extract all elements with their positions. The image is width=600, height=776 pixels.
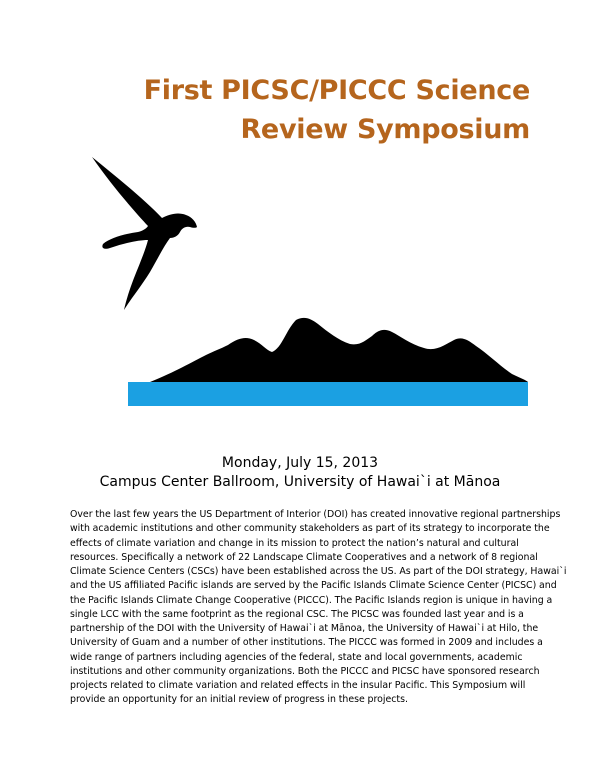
island-icon: [150, 318, 528, 382]
description-line: with academic institutions and other community stakeholders as part of its strategy to incorporate the: [70, 523, 550, 535]
description-line: Over the last few years the US Department of Interior (DOI) has created innovative regional partnerships: [70, 509, 561, 520]
ocean-band: [128, 382, 528, 406]
description-line: provide an opportunity for an initial review of progress in these projects.: [70, 694, 408, 706]
event-venue: Campus Center Ballroom, University of Hawai`i at Mānoa: [99, 474, 501, 490]
description-line: institutions and other community organizations. Both the PICCC and PICSC have sponsored research: [70, 665, 540, 677]
description-line: and the US affiliated Pacific islands are served by the Pacific Islands Climate Science Center (PICSC) and: [70, 580, 557, 592]
description-line: wide range of partners including agencies of the federal, state and local governments, academic: [70, 651, 523, 663]
description-paragraph: [70, 508, 567, 708]
albatross-icon: [92, 157, 197, 310]
description-line: partnership of the DOI with the University of Hawai`i at Mānoa, the University of Hawai`i at Hilo, the: [70, 623, 539, 634]
description-line: effects of climate variation and change in its mission to protect the nation’s natural and cultural: [70, 537, 519, 549]
description-line: projects related to climate variation and related effects in the insular Pacific. This Symposium will: [70, 680, 526, 691]
title-line-2: Review Symposium: [240, 114, 530, 145]
description-line: Climate Science Centers (CSCs) have been established across the US. As part of the DOI strategy, Hawai`i: [70, 566, 567, 577]
description-line: resources. Specifically a network of 22 Landscape Climate Cooperatives and a network of 8 regional: [70, 551, 538, 563]
description-line: the Pacific Islands Climate Change Cooperative (PICCC). The Pacific Islands region is unique in having a: [70, 594, 553, 606]
title-line-1: First PICSC/PICCC Science: [143, 75, 530, 106]
description-line: University of Guam and a number of other institutions. The PICCC was formed in 2009 and includes a: [70, 637, 543, 649]
description-line: single LCC with the same footprint as the regional CSC. The PICSC was founded last year and is a: [70, 608, 524, 620]
event-date: Monday, July 15, 2013: [221, 455, 379, 471]
